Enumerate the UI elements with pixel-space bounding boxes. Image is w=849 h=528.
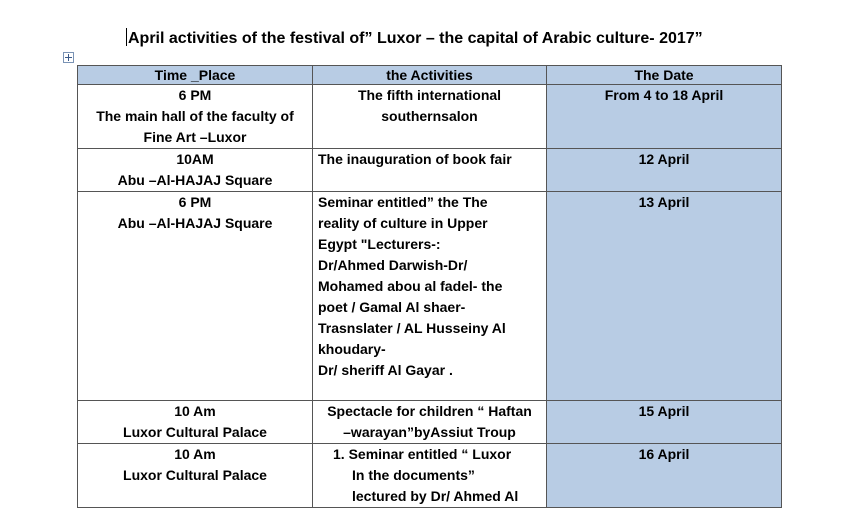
header-date: The Date bbox=[547, 66, 782, 85]
time-place-line: The main hall of the faculty of bbox=[96, 108, 294, 124]
activity-line: In the documents” bbox=[352, 467, 475, 483]
date-cell: 12 April bbox=[547, 149, 782, 192]
activity-line: 1. Seminar entitled “ Luxor bbox=[333, 446, 512, 462]
date-cell: From 4 to 18 April bbox=[547, 85, 782, 149]
time-place-line: 10 Am bbox=[174, 446, 216, 462]
date-cell: 16 April bbox=[547, 444, 782, 508]
time-place-line: Fine Art –Luxor bbox=[143, 129, 247, 145]
time-place-line: 6 PM bbox=[178, 87, 212, 103]
activity-line: Mohamed abou al fadel- the bbox=[318, 278, 503, 294]
activity-line: poet / Gamal Al shaer- bbox=[318, 299, 466, 315]
activity-line: –warayan”byAssiut Troup bbox=[343, 424, 516, 440]
time-place-line: Abu –Al-HAJAJ Square bbox=[117, 215, 273, 231]
activity-cell bbox=[313, 192, 547, 401]
text-cursor bbox=[126, 28, 127, 46]
table-row bbox=[78, 85, 782, 149]
time-place-cell bbox=[78, 85, 313, 149]
activity-line: Dr/ sheriff Al Gayar . bbox=[318, 362, 453, 378]
table-row bbox=[78, 444, 782, 508]
time-place-cell bbox=[78, 192, 313, 401]
activity-cell bbox=[313, 149, 547, 192]
table-row bbox=[78, 149, 782, 192]
time-place-cell bbox=[78, 444, 313, 508]
activities-table bbox=[77, 65, 782, 508]
time-place-line: Abu –Al-HAJAJ Square bbox=[117, 172, 273, 188]
header-time-place: Time _Place bbox=[78, 66, 313, 85]
activity-line: Spectacle for children “ Haftan bbox=[327, 403, 532, 419]
activity-line: Dr/Ahmed Darwish-Dr/ bbox=[318, 257, 468, 273]
activity-line: Trasnslater / AL Husseiny Al bbox=[318, 320, 506, 336]
time-place-line: Luxor Cultural Palace bbox=[123, 467, 267, 483]
time-place-cell bbox=[78, 401, 313, 444]
time-place-line: 10 Am bbox=[174, 403, 216, 419]
activity-line: Seminar entitled” the The bbox=[318, 194, 488, 210]
activity-line: Egypt "Lecturers-: bbox=[318, 236, 441, 252]
table-header-row bbox=[78, 66, 782, 85]
activity-line: The inauguration of book fair bbox=[318, 151, 512, 167]
activity-line: lectured by Dr/ Ahmed Al bbox=[352, 488, 519, 504]
activity-cell bbox=[313, 401, 547, 444]
activity-cell bbox=[313, 444, 547, 508]
time-place-line: Luxor Cultural Palace bbox=[123, 424, 267, 440]
date-cell: 15 April bbox=[547, 401, 782, 444]
activity-line: southernsalon bbox=[381, 108, 478, 124]
activity-line: The fifth international bbox=[357, 87, 502, 103]
date-cell: 13 April bbox=[547, 192, 782, 401]
time-place-line: 10AM bbox=[176, 151, 214, 167]
activity-line: khoudary- bbox=[318, 341, 386, 357]
table-move-handle-icon[interactable] bbox=[63, 52, 74, 63]
table-row bbox=[78, 401, 782, 444]
activity-cell bbox=[313, 85, 547, 149]
document-title bbox=[126, 28, 703, 48]
time-place-line: 6 PM bbox=[178, 194, 212, 210]
activity-line: reality of culture in Upper bbox=[318, 215, 488, 231]
header-activities: the Activities bbox=[313, 66, 547, 85]
time-place-cell bbox=[78, 149, 313, 192]
document-title-text: April activities of the festival of” Luxor – the capital of Arabic culture- 2017” bbox=[128, 30, 703, 47]
table-row bbox=[78, 192, 782, 401]
